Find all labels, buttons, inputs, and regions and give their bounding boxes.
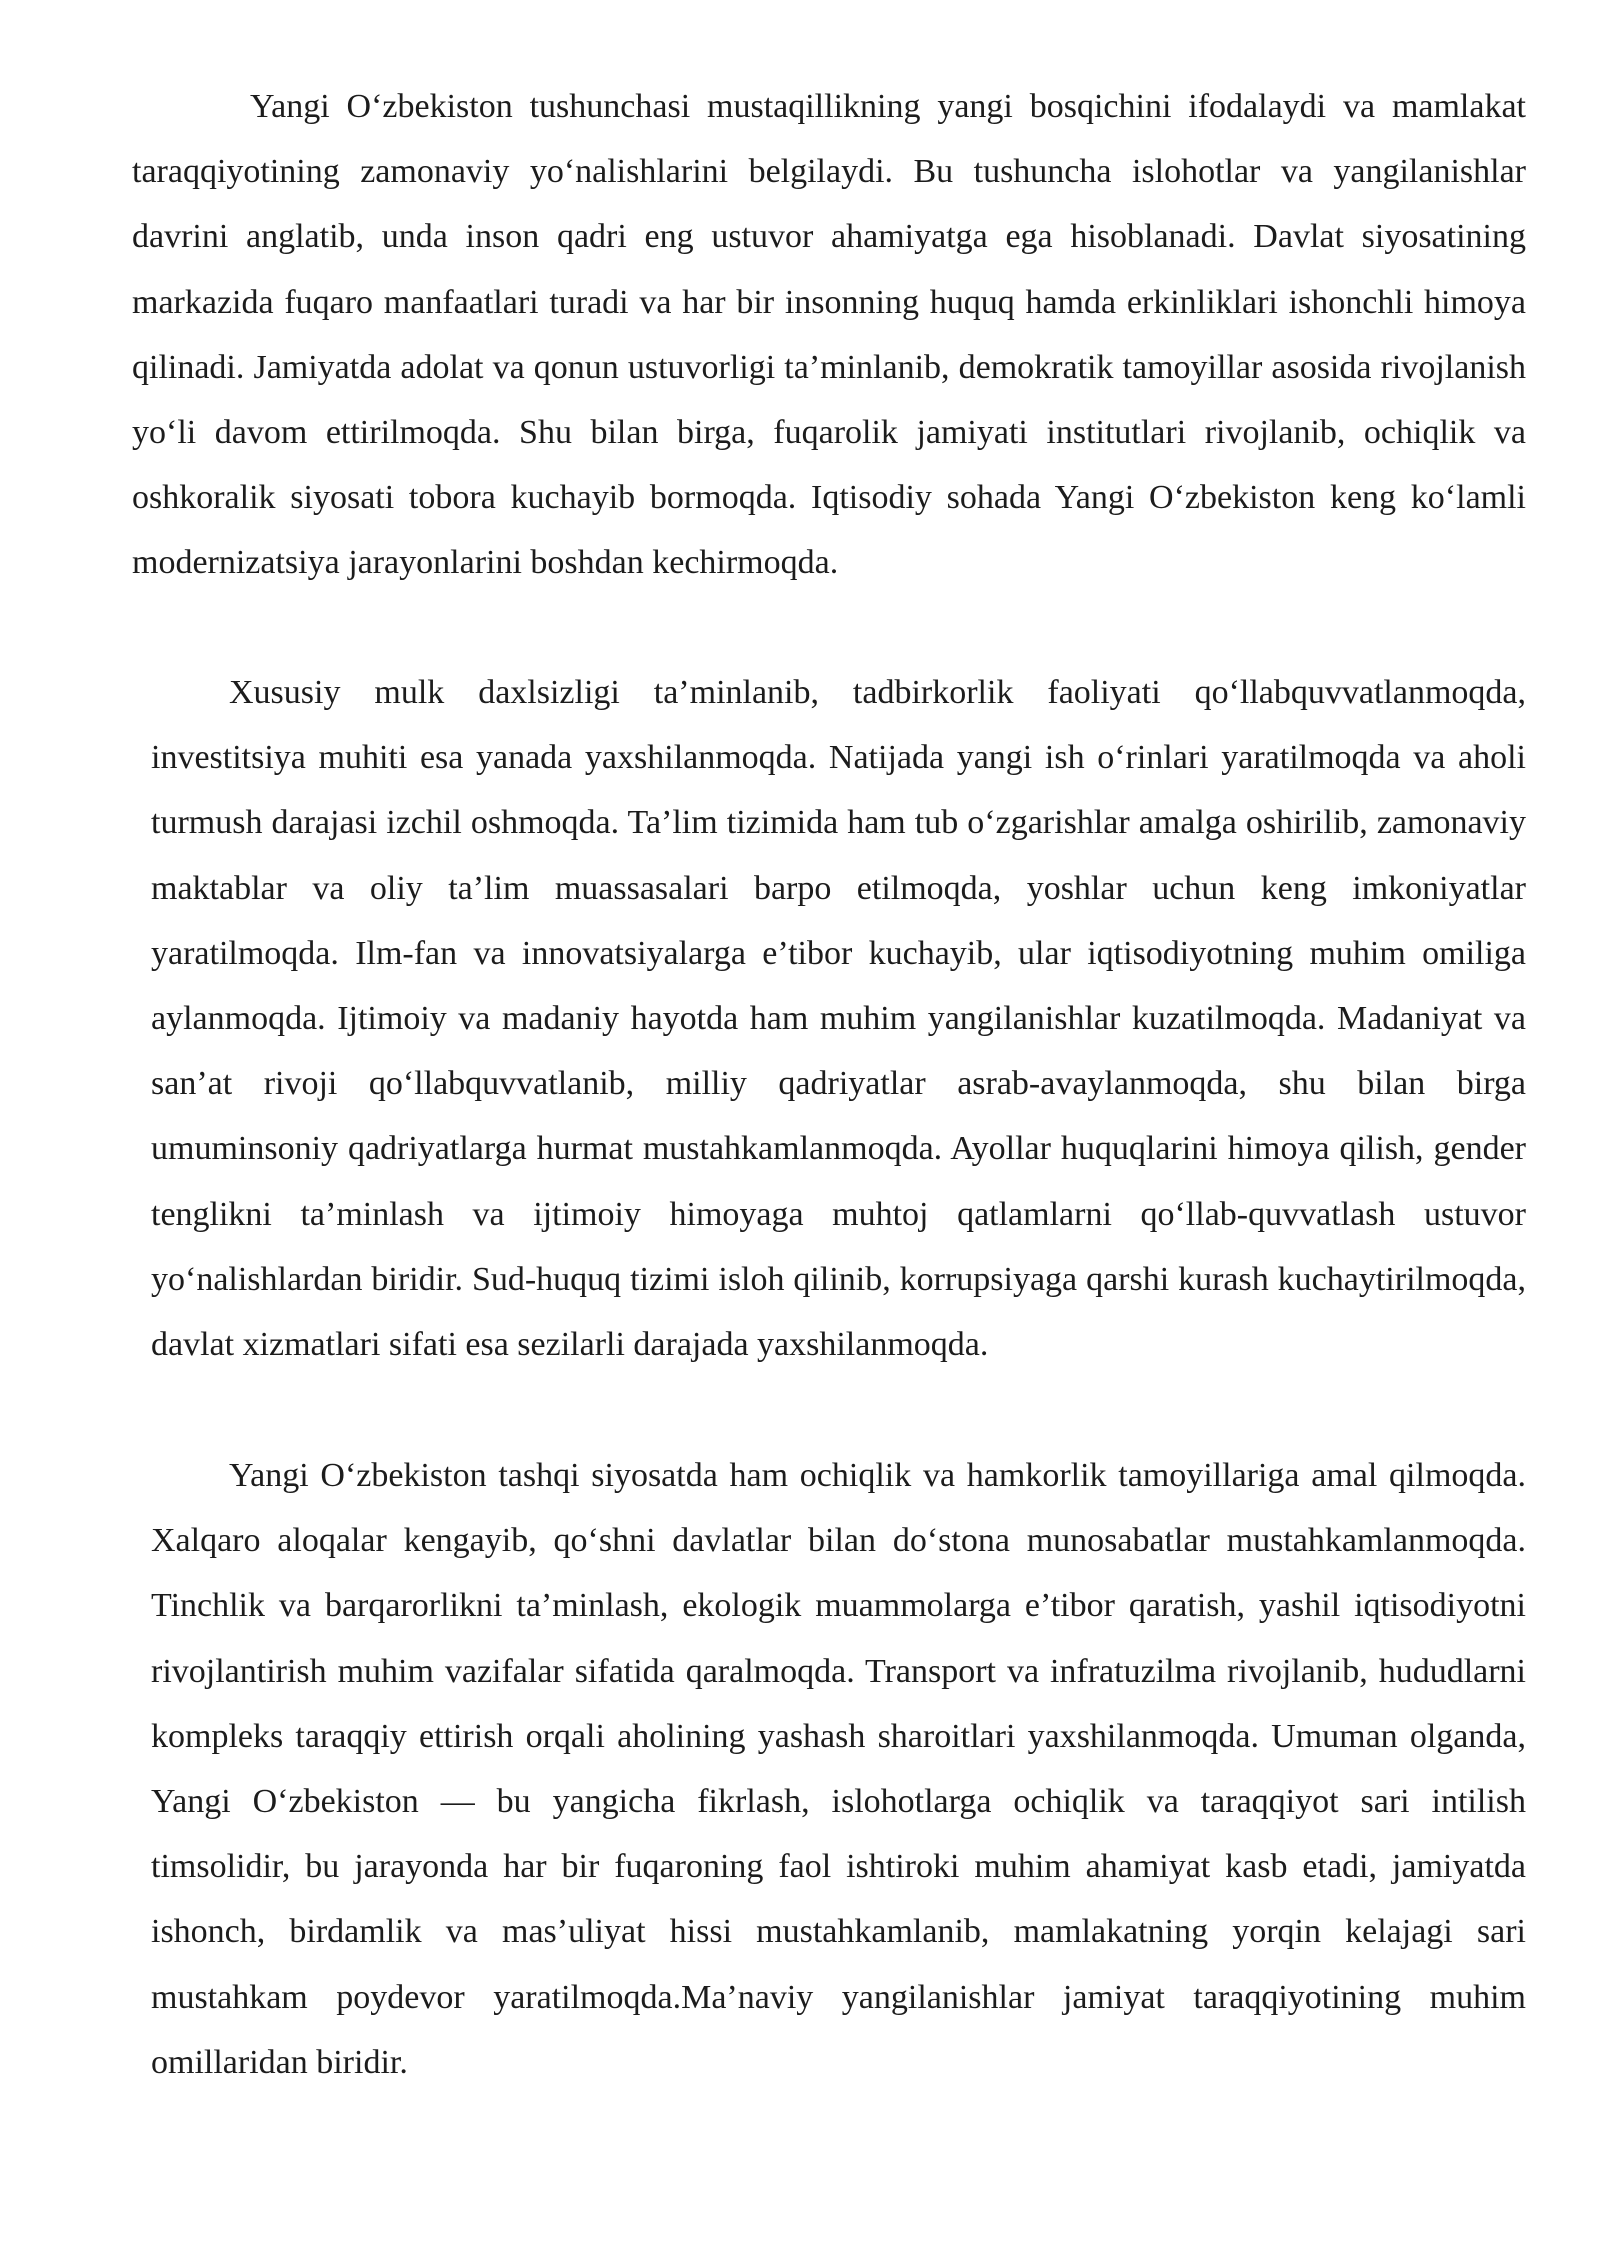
- paragraph-2: Xususiy mulk daxlsizligi ta’minlanib, tadbirkorlik faoliyati qo‘llabquvvatlanmoqda, investitsiya muhiti esa yanada yaxshilanmoqda. Natijada yangi ish o‘rinlari yaratilmoqda va aholi turmush darajasi izchil oshmoqda. Ta’lim tizimida ham tub o‘zgarishlar amalga oshirilib, zamonaviy maktablar va oliy ta’lim muassasalari barpo etilmoqda, yoshlar uchun keng imkoniyatlar yaratilmoqda. Ilm-fan va innovatsiyalarga e’tibor kuchayib, ular iqtisodiyotning muhim omiliga aylanmoqda. Ijtimoiy va madaniy hayotda ham muhim yangilanishlar kuzatilmoqda. Madaniyat va san’at rivoji qo‘llabquvvatlanib, milliy qadriyatlar asrab-avaylanmoqda, shu bilan birga umuminsoniy qadriyatlarga hurmat mustahkamlanmoqda. Ayollar huquqlarini himoya qilish, gender tenglikni ta’minlash va ijtimoiy himoyaga muhtoj qatlamlarni qo‘llab-quvvatlash ustuvor yo‘nalishlardan biridir. Sud-huquq tizimi isloh qilinib, korrupsiyaga qarshi kurash kuchaytirilmoqda, davlat xizmatlari sifati esa sezilarli darajada yaxshilanmoqda.: [151, 674, 1526, 1364]
- paragraph-3: Yangi O‘zbekiston tashqi siyosatda ham ochiqlik va hamkorlik tamoyillariga amal qilmoqda. Xalqaro aloqalar kengayib, qo‘shni davlatlar bilan do‘stona munosabatlar mustahkamlanmoqda. Tinchlik va barqarorlikni ta’minlash, ekologik muammolarga e’tibor qaratish, yashil iqtisodiyotni rivojlantirish muhim vazifalar sifatida qaralmoqda. Transport va infratuzilma rivojlanib, hududlarni kompleks taraqqiy ettirish orqali aholining yashash sharoitlari yaxshilanmoqda. Umuman olganda, Yangi O‘zbekiston — bu yangicha fikrlash, islohotlarga ochiqlik va taraqqiyot sari intilish timsolidir, bu jarayonda har bir fuqaroning faol ishtiroki muhim ahamiyat kasb etadi, jamiyatda ishonch, birdamlik va mas’uliyat hissi mustahkamlanib, mamlakatning yorqin kelajagi sari mustahkam poydevor yaratilmoqda.Ma’naviy yangilanishlar jamiyat taraqqiyotining muhim omillaridan biridir.: [151, 1457, 1526, 2081]
- paragraph-1: Yangi O‘zbekiston tushunchasi mustaqillikning yangi bosqichini ifodalaydi va mamlakat taraqqiyotining zamonaviy yo‘nalishlarini belgilaydi. Bu tushuncha islohotlar va yangilanishlar davrini anglatib, unda inson qadri eng ustuvor ahamiyatga ega hisoblanadi. Davlat siyosatining markazida fuqaro manfaatlari turadi va har bir insonning huquq hamda erkinliklari ishonchli himoya qilinadi. Jamiyatda adolat va qonun ustuvorligi ta’minlanib, demokratik tamoyillar asosida rivojlanish yo‘li davom ettirilmoqda. Shu bilan birga, fuqarolik jamiyati institutlari rivojlanib, ochiqlik va oshkoralik siyosati tobora kuchayib bormoqda. Iqtisodiy sohada Yangi O‘zbekiston keng ko‘lamli modernizatsiya jarayonlarini boshdan kechirmoqda.: [132, 88, 1526, 582]
